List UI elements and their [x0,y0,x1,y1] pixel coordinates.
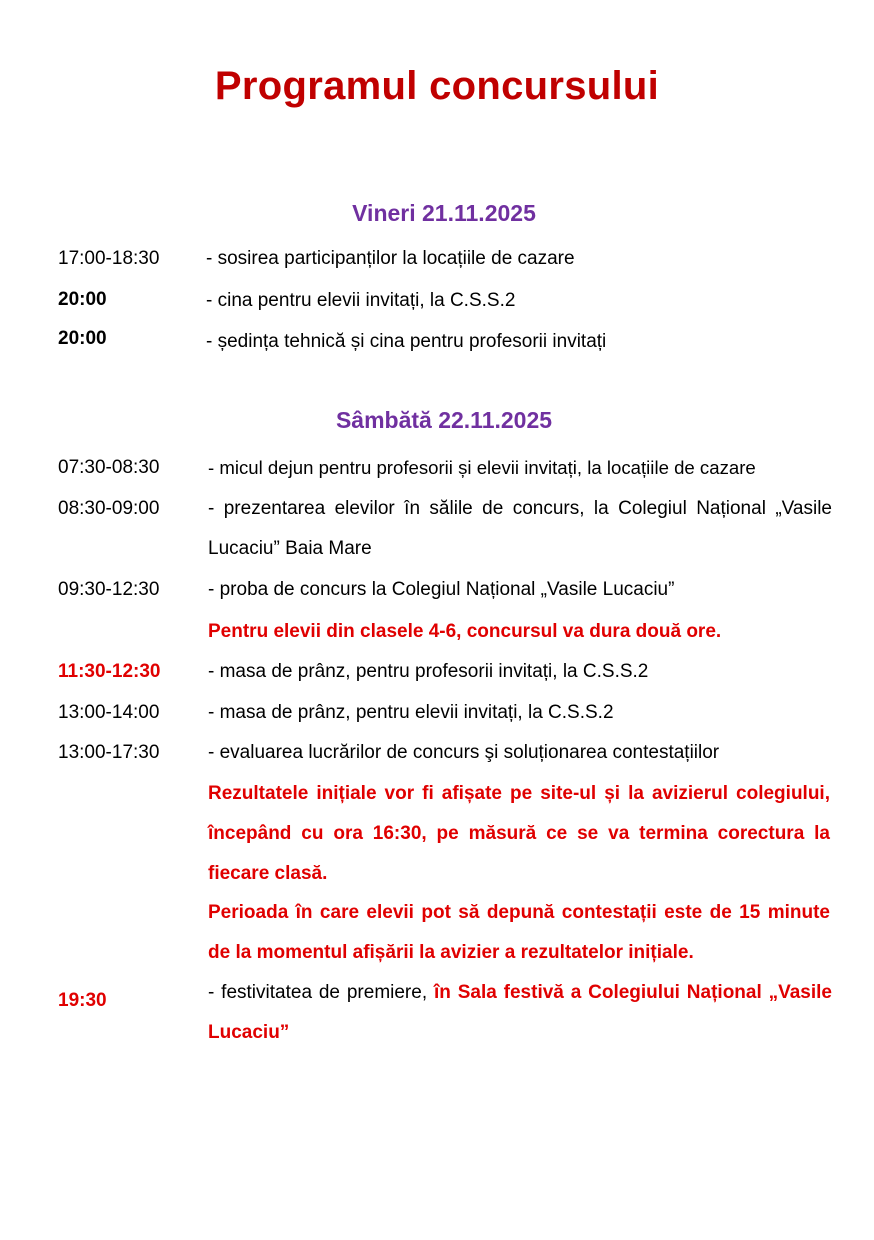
schedule-time: 08:30-09:00 [58,498,160,519]
schedule-description: - prezentarea elevilor în sălile de concurs, la Colegiul Național „Vasile Lucaciu” Baia Mare [208,498,832,559]
schedule-time: 13:00-17:30 [58,742,160,763]
schedule-time: 17:00-18:30 [58,248,160,269]
schedule-time: 20:00 [58,289,107,310]
schedule-time: 07:30-08:30 [58,457,160,478]
schedule-description: - masa de prânz, pentru profesorii invitați, la C.S.S.2 [208,661,649,682]
schedule-time: 19:30 [58,990,107,1011]
schedule-note: Rezultatele inițiale vor fi afișate pe site-ul și la avizierul colegiului, începând cu ora 16:30, pe măsură ce se va termina corectura la fiecare clasă. [208,783,830,884]
page-title: Programul concursului [214,64,660,108]
day-heading-saturday: Sâmbătă 22.11.2025 [335,407,553,433]
schedule-time: 11:30-12:30 [58,661,161,682]
schedule-note: Perioada în care elevii pot să depună contestații este de 15 minute de la momentul afișării la avizier a rezultatelor inițiale. [208,902,830,963]
schedule-time: 09:30-12:30 [58,579,160,600]
schedule-description: - masa de prânz, pentru elevii invitați, la C.S.S.2 [208,702,614,723]
schedule-time: 13:00-14:00 [58,702,160,723]
day-heading-friday: Vineri 21.11.2025 [352,200,536,226]
schedule-description: - ședința tehnică și cina pentru profesorii invitați [206,331,607,352]
schedule-description [208,973,832,1053]
schedule-description: - sosirea participanților la locațiile de cazare [206,248,575,269]
schedule-description-highlight: în Sala festivă a Colegiului Național „Vasile Lucaciu” [208,982,833,1043]
schedule-description: - cina pentru elevii invitați, la C.S.S.2 [206,290,516,311]
schedule-description: - proba de concurs la Colegiul Național „Vasile Lucaciu” [208,579,675,600]
schedule-note: Pentru elevii din clasele 4-6, concursul va dura două ore. [208,621,722,642]
schedule-description: - micul dejun pentru profesorii și elevii invitați, la locațiile de cazare [208,457,756,478]
schedule-description: - evaluarea lucrărilor de concurs şi soluționarea contestațiilor [208,742,720,763]
schedule-time: 20:00 [58,328,107,349]
schedule-description-plain: - festivitatea de premiere, [208,982,434,1003]
